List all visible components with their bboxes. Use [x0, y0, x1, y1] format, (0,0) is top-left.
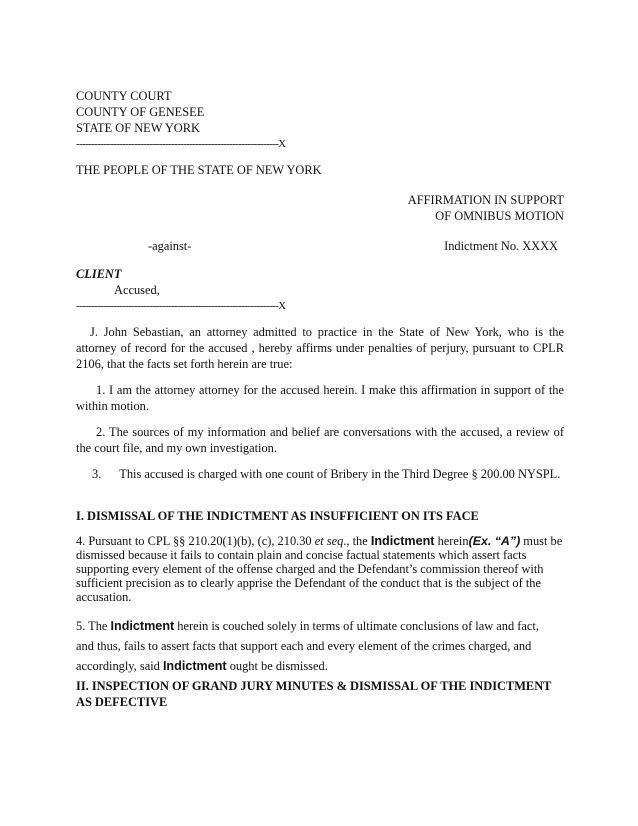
paragraph-5-text-b: herein is couched solely in terms of ultimate conclusions of law and fact,	[174, 619, 539, 633]
paragraph-3-text: This accused is charged with one count of Bribery in the Third Degree § 200.00 NYSPL.	[119, 467, 561, 481]
caption-rule-top: ------------------------------------------------------------------X	[76, 138, 286, 150]
paragraph-3	[76, 466, 564, 482]
people-caption: THE PEOPLE OF THE STATE OF NEW YORK	[76, 163, 322, 177]
against-row	[76, 238, 564, 254]
state-name: STATE OF NEW YORK	[76, 121, 200, 135]
paragraph-2: 2. The sources of my information and belief are conversations with the accused, a review of the court file, and my own investigation.	[76, 425, 564, 455]
section-1-heading: I. DISMISSAL OF THE INDICTMENT AS INSUFFICIENT ON ITS FACE	[76, 509, 479, 523]
caption-rule-bottom: ------------------------------------------------------------------X	[76, 300, 286, 312]
paragraph-3-number: 3.	[92, 467, 102, 481]
paragraph-4-text-c: herein	[434, 534, 469, 548]
paragraph-4-text-d: must be dismissed because it fails to contain plain and concise factual statements which assert facts supporting every element of the offense charged and the Defendant’s commission thereof with sufficient precision as to clearly apprise the Defendant of the conduct that is the subject of the accusation.	[76, 534, 563, 604]
document-title-line1: AFFIRMATION IN SUPPORT	[407, 193, 564, 207]
paragraph-5-text-d: ought be dismissed.	[226, 659, 328, 673]
paragraph-4-exhibit: (Ex. “A”)	[468, 534, 521, 548]
county-name: COUNTY OF GENESEE	[76, 105, 205, 119]
paragraph-4-text-a: 4. Pursuant to CPL §§ 210.20(1)(b), (c), 210.30	[76, 534, 315, 548]
document-page	[76, 88, 564, 710]
paragraph-1: 1. I am the attorney attorney for the accused herein. I make this affirmation in support of the within motion.	[76, 383, 564, 413]
paragraph-5	[76, 616, 564, 676]
paragraph-4-indictment: Indictment	[370, 534, 435, 548]
paragraph-5-indictment: Indictment	[110, 619, 175, 633]
paragraph-5-indictment-2: Indictment	[162, 659, 227, 673]
paragraph-4	[76, 534, 564, 604]
paragraph-4-et-seq: et seq	[314, 534, 344, 548]
against-label: -against-	[148, 239, 192, 253]
section-2-heading: II. INSPECTION OF GRAND JURY MINUTES & DISMISSAL OF THE INDICTMENT AS DEFECTIVE	[76, 679, 552, 709]
document-title-line2: OF OMNIBUS MOTION	[435, 209, 564, 223]
court-name: COUNTY COURT	[76, 89, 172, 103]
indictment-number: Indictment No. XXXX	[444, 239, 558, 253]
intro-paragraph: J. John Sebastian, an attorney admitted to practice in the State of New York, who is the attorney of record for the accused , hereby affirms under penalties of perjury, pursuant to CPLR 2106, that the facts set forth herein are true:	[76, 325, 564, 371]
accused-label: Accused,	[114, 283, 160, 297]
paragraph-4-text-b: ., the	[343, 534, 371, 548]
client-name: CLIENT	[76, 267, 122, 281]
paragraph-5-line-2: and thus, fails to assert facts that support each and every element of the crimes charged, and	[76, 639, 532, 653]
paragraph-5-text-c: accordingly, said	[76, 659, 163, 673]
paragraph-5-text-a: 5. The	[76, 619, 111, 633]
